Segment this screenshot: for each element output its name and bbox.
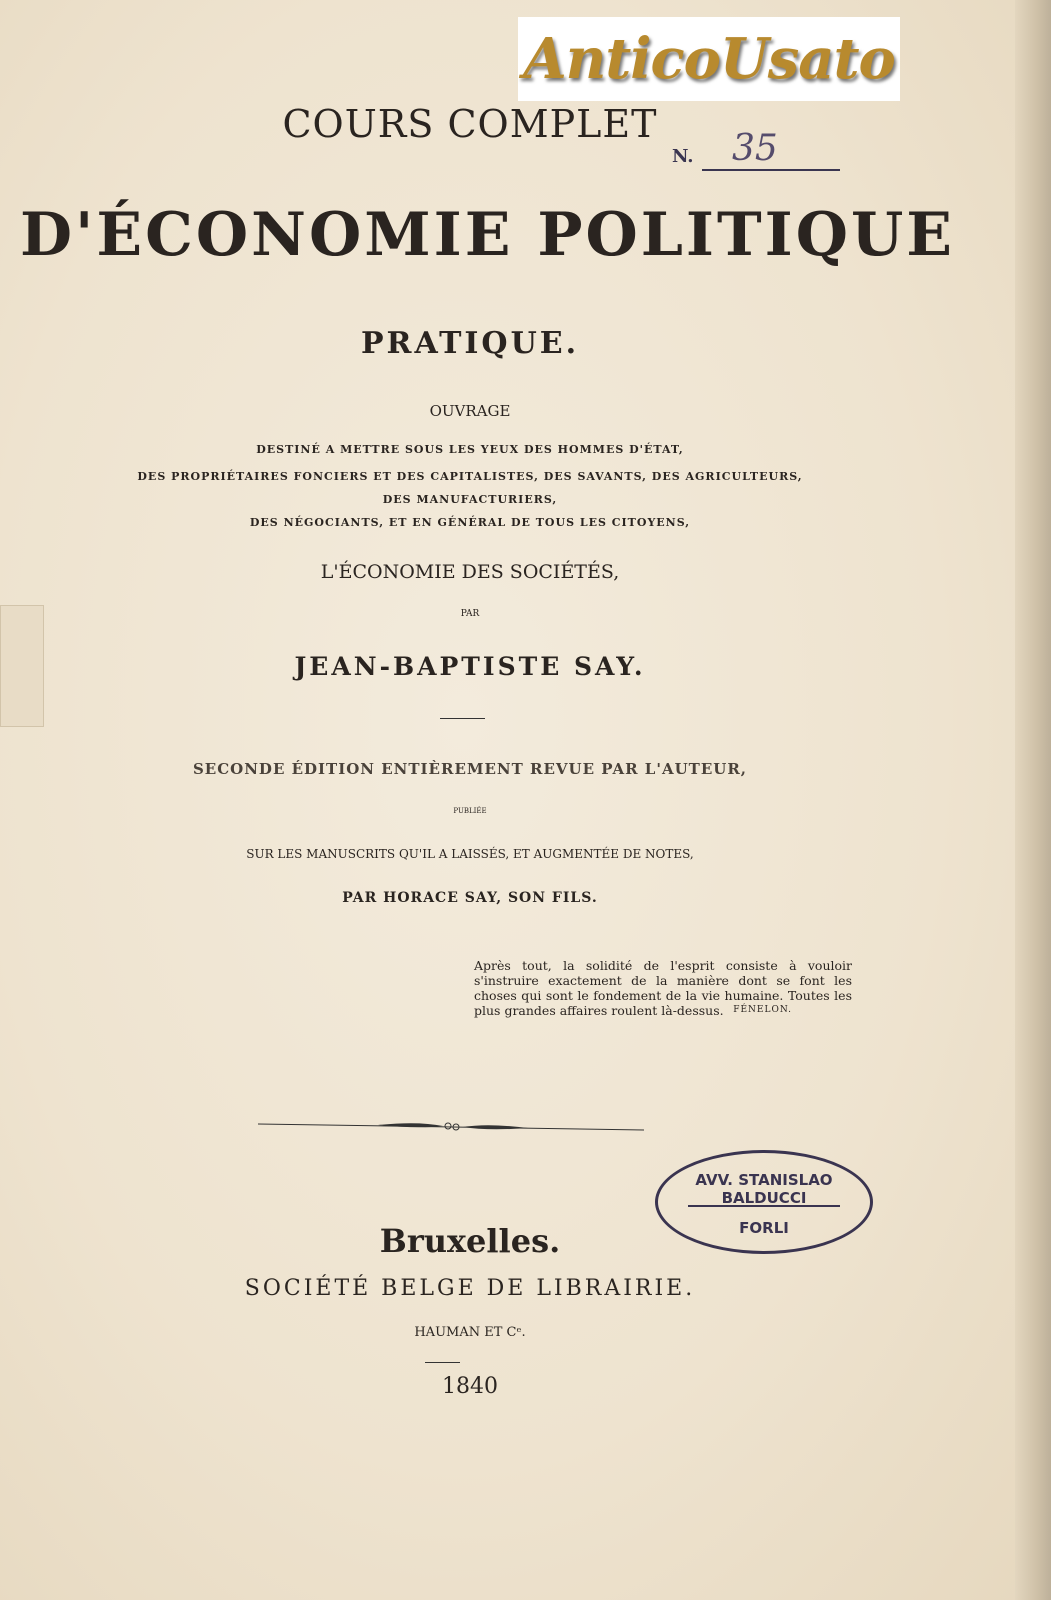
divider xyxy=(440,718,485,719)
editor-line: PAR HORACE SAY, SON FILS. xyxy=(342,890,598,906)
subtitle-line: DES MANUFACTURIERS, xyxy=(382,493,558,506)
divider xyxy=(425,1362,460,1363)
par-label: PAR xyxy=(460,609,480,619)
watermark-logo xyxy=(518,17,900,101)
ornamental-rule xyxy=(258,1118,644,1134)
stamp-divider xyxy=(688,1205,840,1207)
imprint-city: Bruxelles. xyxy=(379,1222,561,1260)
stamp-name: AVV. STANISLAO BALDUCCI xyxy=(695,1171,833,1207)
epigraph-text: Après tout, la solidité de l'esprit consiste à vouloir s'instruire exactement de la manière dont se font les choses qui sont le fondement de la vie humaine. Toutes les plus grandes affaires roulent là-dessus. xyxy=(474,958,852,1018)
ouvrage-label: OUVRAGE xyxy=(429,402,511,420)
subtitle-line: DES PROPRIÉTAIRES FONCIERS ET DES CAPITALISTES, DES SAVANTS, DES AGRICULTEURS, xyxy=(137,470,803,483)
page-edge xyxy=(1015,0,1051,1600)
edition-line: SECONDE ÉDITION ENTIÈREMENT REVUE PAR L'AUTEUR, xyxy=(192,760,748,778)
logo-text: AnticoUsato xyxy=(523,26,895,92)
number-underline xyxy=(702,169,840,171)
imprint-year: 1840 xyxy=(442,1374,498,1399)
stamp-city: FORLI xyxy=(739,1219,789,1237)
author-name: JEAN-BAPTISTE SAY. xyxy=(294,652,646,681)
topic: L'ÉCONOMIE DES SOCIÉTÉS, xyxy=(320,561,620,583)
publiee-label: PUBLIÉE xyxy=(453,807,487,815)
subtitle-line: DES NÉGOCIANTS, ET EN GÉNÉRAL DE TOUS LES CITOYENS, xyxy=(249,516,691,529)
epigraph-attribution: FÉNELON. xyxy=(733,1005,792,1015)
imprint-printer: HAUMAN ET Cᵉ. xyxy=(414,1325,526,1340)
title-line-3: PRATIQUE. xyxy=(360,326,580,361)
epigraph xyxy=(474,958,852,1018)
subtitle-line: DESTINÉ A METTRE SOUS LES YEUX DES HOMMES D'ÉTAT, xyxy=(256,443,684,456)
title-line-1: COURS COMPLET xyxy=(282,102,658,146)
imprint-publisher: SOCIÉTÉ BELGE DE LIBRAIRIE. xyxy=(244,1276,696,1301)
edition-line: SUR LES MANUSCRITS QU'IL A LAISSÉS, ET AUGMENTÉE DE NOTES, xyxy=(246,847,694,861)
number-value: 35 xyxy=(732,128,778,169)
number-prefix: N. xyxy=(672,146,694,167)
title-main: D'ÉCONOMIE POLITIQUE xyxy=(20,200,956,270)
